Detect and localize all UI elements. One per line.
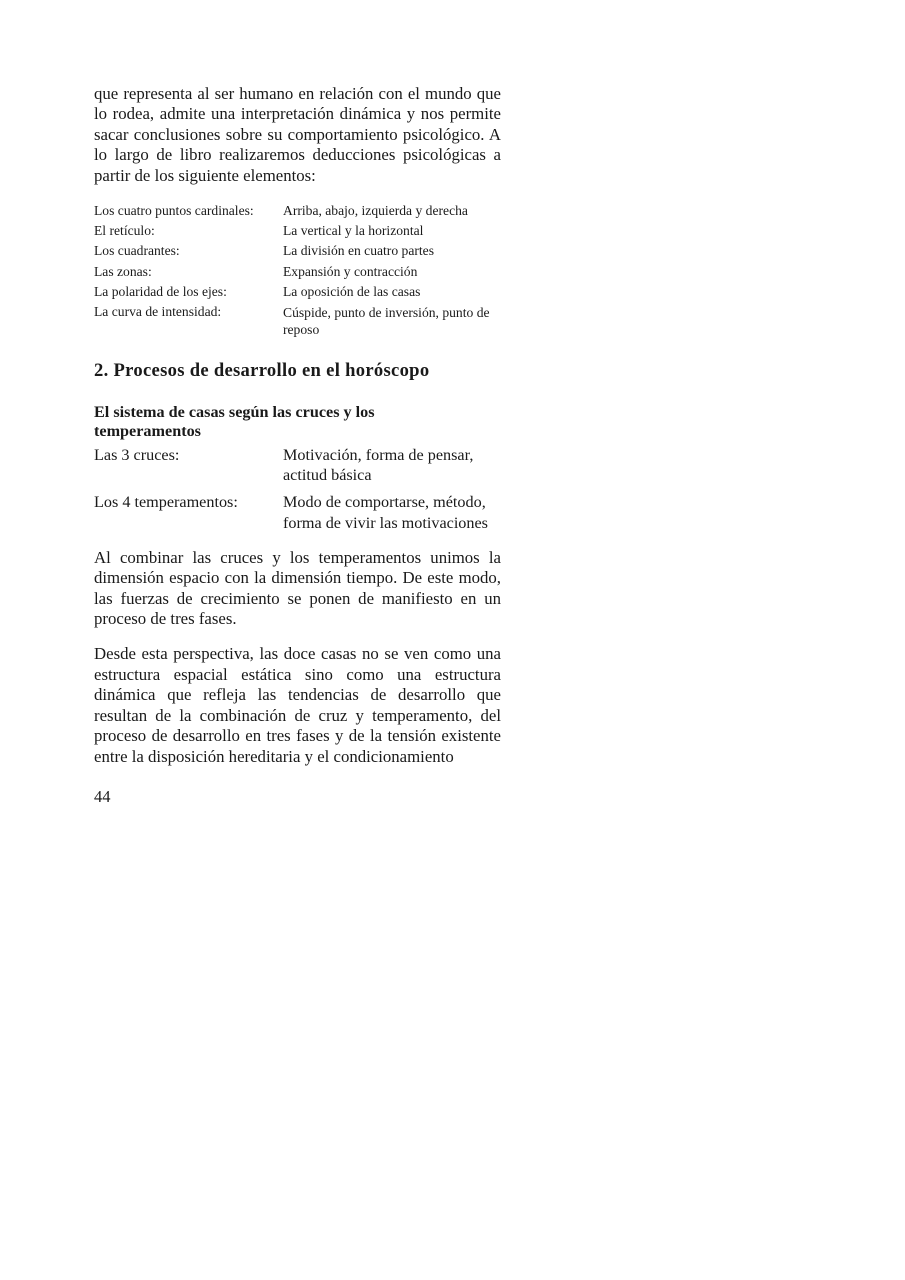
definition-term: Los 4 temperamentos: — [94, 493, 238, 512]
table-row — [94, 282, 501, 302]
body-paragraph: Desde esta perspectiva, las doce casas no se ven como una estructura espacial estática sino como una estructura dinámica que refleja las tendencias de desarrollo que resultan de la combinación de cruz y temperamento, del proceso de desarrollo en tres fases y de la tensión existente entre la disposición hereditaria y el condicionamiento — [94, 644, 501, 766]
definitions-table — [94, 445, 501, 533]
definition-term: Las 3 cruces: — [94, 446, 180, 465]
elements-table — [94, 201, 501, 338]
section-subheading: El sistema de casas según las cruces y los temperamentos — [94, 403, 375, 440]
table-term: La curva de intensidad: — [94, 304, 222, 320]
table-desc: Cúspide, punto de inversión, punto de reposo — [283, 305, 490, 338]
definition-desc: Modo de comportarse, método, forma de vivir las motivaciones — [283, 493, 488, 532]
table-desc: La oposición de las casas — [283, 283, 421, 299]
definition-row — [94, 445, 501, 485]
section-heading: 2. Procesos de desarrollo en el horóscopo — [94, 360, 430, 382]
intro-paragraph: que representa al ser humano en relación con el mundo que lo rodea, admite una interpretación dinámica y nos permite sacar conclusiones sobre su comportamiento psicológico. A lo largo de libro realizaremos deducciones psicológicas a partir de los siguiente elementos: — [94, 84, 501, 185]
table-term: Los cuadrantes: — [94, 243, 180, 259]
page-number: 44 — [94, 787, 111, 806]
table-term: El retículo: — [94, 223, 155, 239]
table-row — [94, 262, 501, 282]
table-desc: Arriba, abajo, izquierda y derecha — [283, 203, 468, 219]
table-desc: La vertical y la horizontal — [283, 223, 424, 239]
table-desc: Expansión y contracción — [283, 263, 418, 279]
table-row — [94, 221, 501, 241]
table-term: La polaridad de los ejes: — [94, 283, 227, 299]
text-column — [94, 84, 501, 782]
table-term: Las zonas: — [94, 263, 152, 279]
definition-desc: Motivación, forma de pensar, actitud básica — [283, 446, 474, 485]
table-row — [94, 241, 501, 261]
table-term: Los cuatro puntos cardinales: — [94, 203, 254, 219]
definition-row — [94, 492, 501, 532]
table-desc: La división en cuatro partes — [283, 243, 434, 259]
table-row — [94, 302, 501, 338]
table-row — [94, 201, 501, 221]
body-paragraph: Al combinar las cruces y los temperamentos unimos la dimensión espacio con la dimensión tiempo. De este modo, las fuerzas de crecimiento se ponen de manifiesto en un proceso de tres fases. — [94, 547, 501, 629]
